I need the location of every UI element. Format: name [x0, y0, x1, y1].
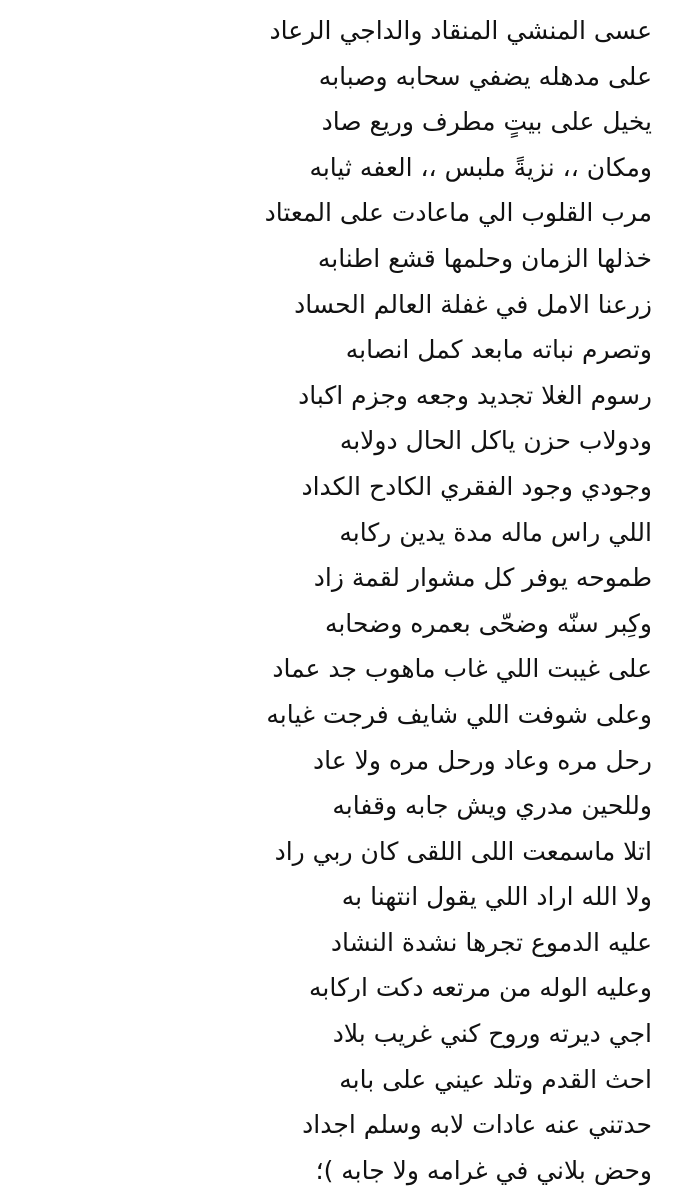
- poem-line: وعليه الوله من مرتعه دكت اركابه: [309, 973, 652, 1003]
- poem-line: وللحين مدري ويش جابه وقفابه: [332, 791, 652, 821]
- poem-line: رحل مره وعاد ورحل مره ولا عاد: [313, 745, 652, 775]
- poem-line: وحض بلاني في غرامه ولا جابه )؛: [315, 1155, 652, 1185]
- poem-line: اجي ديرته وروح كني غريب بلاد: [332, 1019, 652, 1049]
- poem-line: مرب القلوب الي ماعادت على المعتاد: [264, 198, 652, 228]
- poem-line: زرعنا الامل في غفلة العالم الحساد: [294, 289, 652, 319]
- poem-line: ومكان ،، نزيةً ملبس ،، العفه ثيابه: [309, 152, 652, 182]
- poem-line: على غيبت اللي غاب ماهوب جد عماد: [272, 654, 652, 684]
- poem-line: عليه الدموع تجرها نشدة النشاد: [330, 927, 652, 957]
- poem-line: ودولاب حزن ياكل الحال دولابه: [339, 426, 652, 456]
- poem-line: اتلا ماسمعت اللى اللقى كان ربي راد: [274, 836, 652, 866]
- poem-line: احث القدم وتلد عيني على بابه: [339, 1064, 652, 1094]
- poem-line: اللي راس ماله مدة يدين ركابه: [339, 517, 652, 547]
- poem-line: وتصرم نباته مابعد كمل انصابه: [345, 335, 652, 365]
- poem-line: وكِبر سنّه وضحّى بعمره وضحابه: [324, 608, 652, 638]
- poem-line: حدتني عنه عادات لابه وسلم اجداد: [302, 1110, 652, 1140]
- poem-line: ولا الله اراد اللي يقول انتهنا به: [341, 882, 652, 912]
- poem-line: عسى المنشي المنقاد والداجي الرعاد: [269, 16, 652, 45]
- poem-text: [12, 8, 652, 1193]
- poem-line: وعلى شوفت اللي شايف فرجت غيابه: [266, 699, 652, 729]
- poem-line: رسوم الغلا تجديد وجعه وجزم اكباد: [298, 380, 652, 410]
- poem-line: طموحه يوفر كل مشوار لقمة زاد: [313, 563, 652, 593]
- poem-line: يخيل على بيتٍ مطرف وريع صاد: [321, 107, 652, 137]
- poem-line: وجودي وجود الفقري الكادح الكداد: [301, 471, 652, 501]
- poem-line: على مدهله يضفي سحابه وصبابه: [318, 61, 652, 91]
- poem-line: خذلها الزمان وحلمها قشع اطنابه: [317, 243, 652, 273]
